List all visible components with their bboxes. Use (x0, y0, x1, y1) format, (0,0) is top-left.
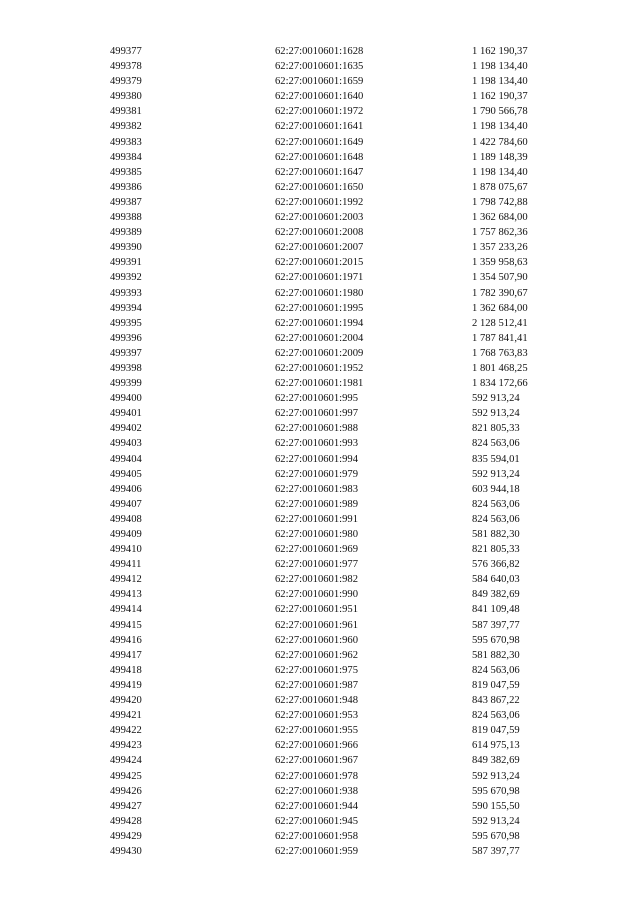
table-row (0, 210, 640, 225)
cadastral-number-cell: 62:27:0010601:2003 (275, 212, 364, 224)
value-cell: 1 790 566,78 (472, 106, 528, 118)
table-row (0, 225, 640, 240)
cadastral-number-cell: 62:27:0010601:982 (275, 574, 358, 586)
cadastral-number-cell: 62:27:0010601:2004 (275, 332, 364, 344)
cadastral-number-cell: 62:27:0010601:2008 (275, 227, 364, 239)
row-number-cell: 499427 (110, 800, 142, 812)
value-cell: 1 768 763,83 (472, 347, 528, 359)
table-row (0, 436, 640, 451)
value-cell: 1 878 075,67 (472, 181, 528, 193)
table-row (0, 618, 640, 633)
cadastral-number-cell: 62:27:0010601:1628 (275, 46, 364, 57)
value-cell: 592 913,24 (472, 468, 520, 480)
row-number-cell: 499430 (110, 845, 142, 857)
value-cell: 1 162 190,37 (472, 91, 528, 103)
table-row (0, 165, 640, 180)
table-row (0, 678, 640, 693)
table-row (0, 844, 640, 859)
table-row (0, 557, 640, 572)
value-cell: 1 354 507,90 (472, 272, 528, 284)
table-row (0, 119, 640, 134)
value-cell: 1 798 742,88 (472, 196, 528, 208)
cadastral-number-cell: 62:27:0010601:961 (275, 619, 358, 631)
table-row (0, 376, 640, 391)
cadastral-number-cell: 62:27:0010601:1995 (275, 302, 364, 314)
table-row (0, 784, 640, 799)
cadastral-number-cell: 62:27:0010601:951 (275, 604, 358, 616)
cadastral-number-cell: 62:27:0010601:1659 (275, 76, 364, 88)
value-cell: 1 162 190,37 (472, 46, 528, 57)
table-row (0, 587, 640, 602)
table-row (0, 497, 640, 512)
row-number-cell: 499421 (110, 710, 142, 722)
row-number-cell: 499419 (110, 679, 142, 691)
value-cell: 590 155,50 (472, 800, 520, 812)
row-number-cell: 499412 (110, 574, 142, 586)
row-number-cell: 499377 (110, 46, 142, 57)
table-row (0, 391, 640, 406)
row-number-cell: 499387 (110, 196, 142, 208)
value-cell: 821 805,33 (472, 544, 520, 556)
row-number-cell: 499393 (110, 287, 142, 299)
cadastral-number-cell: 62:27:0010601:953 (275, 710, 358, 722)
table-row (0, 44, 640, 59)
table-row (0, 814, 640, 829)
row-number-cell: 499415 (110, 619, 142, 631)
cadastral-number-cell: 62:27:0010601:980 (275, 529, 358, 540)
row-number-cell: 499420 (110, 695, 142, 707)
cadastral-number-cell: 62:27:0010601:1648 (275, 151, 364, 163)
table-row (0, 648, 640, 663)
table-row (0, 467, 640, 482)
row-number-cell: 499425 (110, 770, 142, 782)
value-cell: 824 563,06 (472, 438, 520, 450)
value-cell: 587 397,77 (472, 619, 520, 631)
table-row (0, 150, 640, 165)
row-number-cell: 499417 (110, 649, 142, 661)
cadastral-number-cell: 62:27:0010601:2015 (275, 257, 364, 269)
cadastral-number-cell: 62:27:0010601:1972 (275, 106, 364, 118)
cadastral-number-cell: 62:27:0010601:978 (275, 770, 358, 782)
value-cell: 581 882,30 (472, 649, 520, 661)
cadastral-number-cell: 62:27:0010601:1649 (275, 136, 364, 148)
value-cell: 595 670,98 (472, 830, 520, 842)
cadastral-number-cell: 62:27:0010601:1650 (275, 181, 364, 193)
value-cell: 584 640,03 (472, 574, 520, 586)
row-number-cell: 499389 (110, 227, 142, 239)
cadastral-number-cell: 62:27:0010601:1994 (275, 317, 364, 329)
row-number-cell: 499391 (110, 257, 142, 269)
value-cell: 843 867,22 (472, 695, 520, 707)
table-row (0, 195, 640, 210)
value-cell: 1 189 148,39 (472, 151, 528, 163)
value-cell: 1 362 684,00 (472, 302, 528, 314)
cadastral-number-cell: 62:27:0010601:983 (275, 483, 358, 495)
table-row (0, 723, 640, 738)
table-row (0, 452, 640, 467)
table-row (0, 527, 640, 542)
table-row (0, 346, 640, 361)
cadastral-number-cell: 62:27:0010601:948 (275, 695, 358, 707)
row-number-cell: 499384 (110, 151, 142, 163)
value-cell: 1 198 134,40 (472, 166, 528, 178)
value-cell: 1 362 684,00 (472, 212, 528, 224)
value-cell: 1 782 390,67 (472, 287, 528, 299)
value-cell: 1 787 841,41 (472, 332, 528, 344)
row-number-cell: 499390 (110, 242, 142, 254)
value-cell: 1 359 958,63 (472, 257, 528, 269)
value-cell: 819 047,59 (472, 679, 520, 691)
value-cell: 592 913,24 (472, 408, 520, 420)
value-cell: 824 563,06 (472, 513, 520, 525)
value-cell: 1 198 134,40 (472, 61, 528, 73)
cadastral-number-cell: 62:27:0010601:969 (275, 544, 358, 556)
value-cell: 1 198 134,40 (472, 76, 528, 88)
value-cell: 595 670,98 (472, 634, 520, 646)
row-number-cell: 499411 (110, 559, 142, 571)
row-number-cell: 499413 (110, 589, 142, 601)
row-number-cell: 499378 (110, 61, 142, 73)
cadastral-number-cell: 62:27:0010601:944 (275, 800, 358, 812)
table-row (0, 135, 640, 150)
table-row (0, 331, 640, 346)
table-row (0, 633, 640, 648)
row-number-cell: 499401 (110, 408, 142, 420)
row-number-cell: 499405 (110, 468, 142, 480)
row-number-cell: 499429 (110, 830, 142, 842)
table-row (0, 104, 640, 119)
row-number-cell: 499407 (110, 498, 142, 510)
value-cell: 592 913,24 (472, 393, 520, 405)
value-cell: 824 563,06 (472, 498, 520, 510)
value-cell: 1 757 862,36 (472, 227, 528, 239)
table-row (0, 482, 640, 497)
cadastral-number-cell: 62:27:0010601:2009 (275, 347, 364, 359)
row-number-cell: 499386 (110, 181, 142, 193)
table-row (0, 799, 640, 814)
value-cell: 587 397,77 (472, 845, 520, 857)
cadastral-number-cell: 62:27:0010601:959 (275, 845, 358, 857)
table-row (0, 753, 640, 768)
cadastral-number-cell: 62:27:0010601:1971 (275, 272, 364, 284)
table-row (0, 301, 640, 316)
table-row (0, 738, 640, 753)
row-number-cell: 499382 (110, 121, 142, 133)
row-number-cell: 499423 (110, 740, 142, 752)
row-number-cell: 499388 (110, 212, 142, 224)
row-number-cell: 499428 (110, 815, 142, 827)
cadastral-number-cell: 62:27:0010601:2007 (275, 242, 364, 254)
cadastral-number-cell: 62:27:0010601:1980 (275, 287, 364, 299)
row-number-cell: 499426 (110, 785, 142, 797)
row-number-cell: 499418 (110, 664, 142, 676)
table-row (0, 572, 640, 587)
table-row (0, 708, 640, 723)
row-number-cell: 499404 (110, 453, 142, 465)
cadastral-number-cell: 62:27:0010601:1647 (275, 166, 364, 178)
row-number-cell: 499383 (110, 136, 142, 148)
row-number-cell: 499398 (110, 362, 142, 374)
cadastral-number-cell: 62:27:0010601:960 (275, 634, 358, 646)
cadastral-number-cell: 62:27:0010601:988 (275, 423, 358, 435)
row-number-cell: 499394 (110, 302, 142, 314)
value-cell: 1 801 468,25 (472, 362, 528, 374)
row-number-cell: 499416 (110, 634, 142, 646)
table-row (0, 602, 640, 617)
row-number-cell: 499392 (110, 272, 142, 284)
row-number-cell: 499424 (110, 755, 142, 767)
table-row (0, 512, 640, 527)
value-cell: 576 366,82 (472, 559, 520, 571)
value-cell: 1 198 134,40 (472, 121, 528, 133)
cadastral-number-cell: 62:27:0010601:993 (275, 438, 358, 450)
value-cell: 841 109,48 (472, 604, 520, 616)
cadastral-number-cell: 62:27:0010601:975 (275, 664, 358, 676)
table-row (0, 406, 640, 421)
cadastral-number-cell: 62:27:0010601:1952 (275, 362, 364, 374)
value-cell: 1 834 172,66 (472, 378, 528, 390)
cadastral-number-cell: 62:27:0010601:989 (275, 498, 358, 510)
row-number-cell: 499379 (110, 76, 142, 88)
row-number-cell: 499400 (110, 393, 142, 405)
cadastral-number-cell: 62:27:0010601:1635 (275, 61, 364, 73)
row-number-cell: 499399 (110, 378, 142, 390)
table-row (0, 74, 640, 89)
value-cell: 595 670,98 (472, 785, 520, 797)
cadastral-number-cell: 62:27:0010601:1992 (275, 196, 364, 208)
cadastral-number-cell: 62:27:0010601:990 (275, 589, 358, 601)
table-row (0, 361, 640, 376)
cadastral-number-cell: 62:27:0010601:997 (275, 408, 358, 420)
row-number-cell: 499380 (110, 91, 142, 103)
cadastral-number-cell: 62:27:0010601:938 (275, 785, 358, 797)
cadastral-number-cell: 62:27:0010601:955 (275, 725, 358, 737)
row-number-cell: 499395 (110, 317, 142, 329)
data-table (0, 44, 640, 859)
cadastral-number-cell: 62:27:0010601:958 (275, 830, 358, 842)
cadastral-number-cell: 62:27:0010601:977 (275, 559, 358, 571)
value-cell: 603 944,18 (472, 483, 520, 495)
value-cell: 824 563,06 (472, 664, 520, 676)
cadastral-number-cell: 62:27:0010601:991 (275, 513, 358, 525)
table-row (0, 316, 640, 331)
cadastral-number-cell: 62:27:0010601:994 (275, 453, 358, 465)
table-row (0, 829, 640, 844)
row-number-cell: 499422 (110, 725, 142, 737)
table-row (0, 89, 640, 104)
value-cell: 1 357 233,26 (472, 242, 528, 254)
value-cell: 2 128 512,41 (472, 317, 528, 329)
value-cell: 819 047,59 (472, 725, 520, 737)
table-row (0, 542, 640, 557)
cadastral-number-cell: 62:27:0010601:967 (275, 755, 358, 767)
cadastral-number-cell: 62:27:0010601:987 (275, 679, 358, 691)
cadastral-number-cell: 62:27:0010601:962 (275, 649, 358, 661)
cadastral-number-cell: 62:27:0010601:979 (275, 468, 358, 480)
cadastral-number-cell: 62:27:0010601:995 (275, 393, 358, 405)
table-row (0, 421, 640, 436)
row-number-cell: 499410 (110, 544, 142, 556)
value-cell: 849 382,69 (472, 755, 520, 767)
table-row (0, 255, 640, 270)
table-row (0, 693, 640, 708)
row-number-cell: 499403 (110, 438, 142, 450)
value-cell: 592 913,24 (472, 815, 520, 827)
row-number-cell: 499408 (110, 513, 142, 525)
row-number-cell: 499381 (110, 106, 142, 118)
value-cell: 1 422 784,60 (472, 136, 528, 148)
value-cell: 835 594,01 (472, 453, 520, 465)
row-number-cell: 499406 (110, 483, 142, 495)
value-cell: 821 805,33 (472, 423, 520, 435)
table-row (0, 270, 640, 285)
value-cell: 592 913,24 (472, 770, 520, 782)
value-cell: 614 975,13 (472, 740, 520, 752)
table-row (0, 663, 640, 678)
value-cell: 581 882,30 (472, 529, 520, 540)
cadastral-number-cell: 62:27:0010601:1981 (275, 378, 364, 390)
cadastral-number-cell: 62:27:0010601:1641 (275, 121, 364, 133)
table-row (0, 59, 640, 74)
cadastral-number-cell: 62:27:0010601:966 (275, 740, 358, 752)
table-row (0, 240, 640, 255)
table-row (0, 769, 640, 784)
row-number-cell: 499396 (110, 332, 142, 344)
value-cell: 849 382,69 (472, 589, 520, 601)
table-row (0, 286, 640, 301)
cadastral-number-cell: 62:27:0010601:1640 (275, 91, 364, 103)
row-number-cell: 499397 (110, 347, 142, 359)
table-row (0, 180, 640, 195)
row-number-cell: 499409 (110, 529, 142, 540)
cadastral-number-cell: 62:27:0010601:945 (275, 815, 358, 827)
value-cell: 824 563,06 (472, 710, 520, 722)
row-number-cell: 499402 (110, 423, 142, 435)
row-number-cell: 499414 (110, 604, 142, 616)
row-number-cell: 499385 (110, 166, 142, 178)
